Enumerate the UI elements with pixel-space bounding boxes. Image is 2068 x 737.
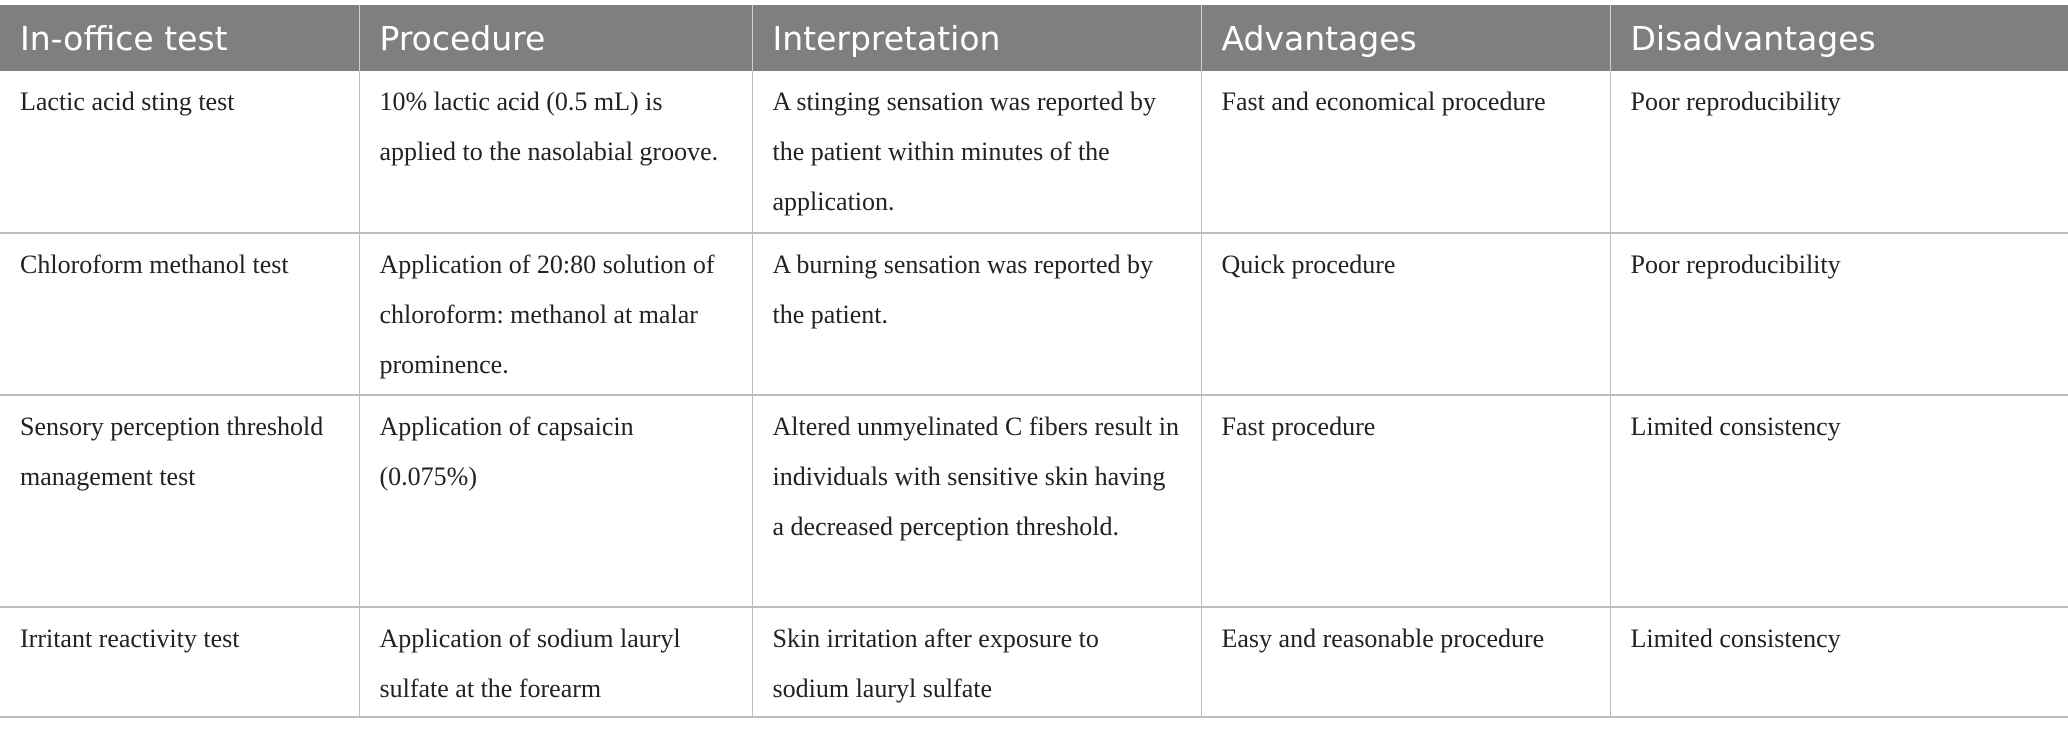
header-row bbox=[0, 5, 2068, 71]
tests-table bbox=[0, 5, 2068, 718]
cell-test: Chloroform methanol test bbox=[0, 233, 359, 395]
cell-advantages: Fast and economical procedure bbox=[1201, 71, 1610, 233]
header-advantages: Advantages bbox=[1201, 5, 1610, 71]
table-row bbox=[0, 71, 2068, 233]
cell-advantages: Fast procedure bbox=[1201, 395, 1610, 607]
cell-test: Irritant reactivity test bbox=[0, 607, 359, 717]
table-row bbox=[0, 395, 2068, 607]
cell-procedure: 10% lactic acid (0.5 mL) is applied to the nasolabial groove. bbox=[359, 71, 752, 233]
cell-interpretation: A burning sensation was reported by the patient. bbox=[752, 233, 1201, 395]
cell-test: Sensory perception threshold management test bbox=[0, 395, 359, 607]
cell-interpretation: Skin irritation after exposure to sodium lauryl sulfate bbox=[752, 607, 1201, 717]
table-row bbox=[0, 607, 2068, 717]
table-row bbox=[0, 233, 2068, 395]
cell-disadvantages: Limited consistency bbox=[1610, 395, 2068, 607]
header-disadvantages: Disadvantages bbox=[1610, 5, 2068, 71]
header-procedure: Procedure bbox=[359, 5, 752, 71]
cell-interpretation: Altered unmyelinated C fibers result in individuals with sensitive skin having a decreased perception threshold. bbox=[752, 395, 1201, 607]
cell-disadvantages: Poor reproducibility bbox=[1610, 233, 2068, 395]
cell-advantages: Quick procedure bbox=[1201, 233, 1610, 395]
cell-disadvantages: Limited consistency bbox=[1610, 607, 2068, 717]
cell-procedure: Application of 20:80 solution of chloroform: methanol at malar prominence. bbox=[359, 233, 752, 395]
cell-procedure: Application of capsaicin (0.075%) bbox=[359, 395, 752, 607]
header-interpretation: Interpretation bbox=[752, 5, 1201, 71]
cell-test: Lactic acid sting test bbox=[0, 71, 359, 233]
cell-disadvantages: Poor reproducibility bbox=[1610, 71, 2068, 233]
cell-interpretation: A stinging sensation was reported by the patient within minutes of the application. bbox=[752, 71, 1201, 233]
cell-procedure: Application of sodium lauryl sulfate at the forearm bbox=[359, 607, 752, 717]
cell-advantages: Easy and reasonable procedure bbox=[1201, 607, 1610, 717]
header-in-office-test: In-office test bbox=[0, 5, 359, 71]
